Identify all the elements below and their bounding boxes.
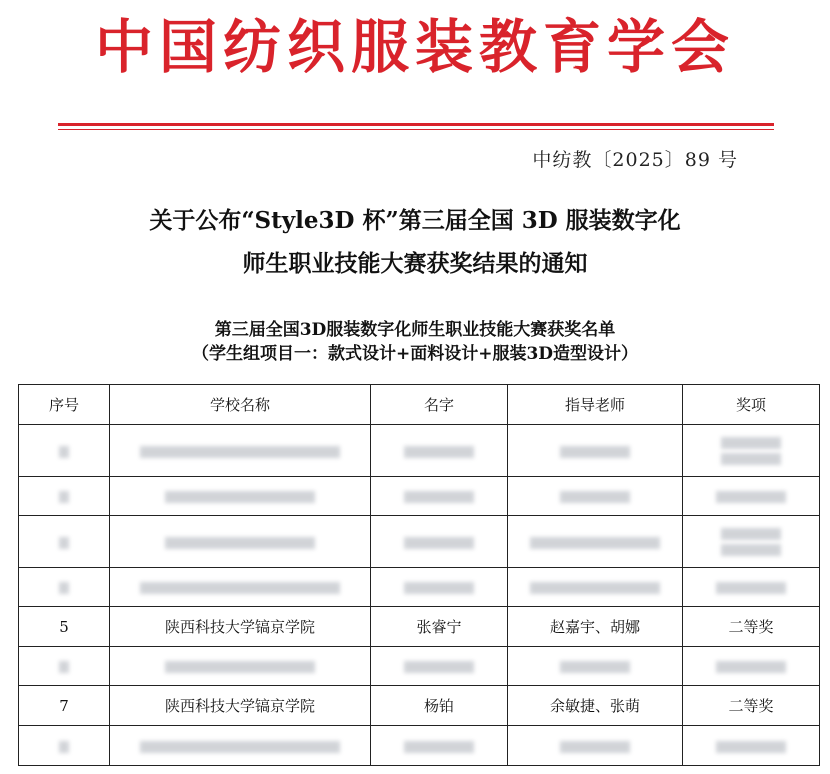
award-list-subtitle: （学生组项目一：款式设计+面料设计+服装3D造型设计） xyxy=(191,344,639,364)
redaction-blur xyxy=(140,446,340,458)
redaction-blur xyxy=(560,446,630,458)
redaction-blur xyxy=(530,582,660,594)
redaction-blur xyxy=(59,491,69,503)
cell-award: 二等奖 xyxy=(683,607,820,647)
column-header-award: 奖项 xyxy=(683,385,820,425)
notice-title-line2: 师生职业技能大赛获奖结果的通知 xyxy=(242,250,588,277)
redaction-blur xyxy=(560,661,630,673)
awards-table xyxy=(18,384,820,766)
redaction-blur xyxy=(404,741,474,753)
cell-school: 陕西科技大学镐京学院 xyxy=(110,607,371,647)
redaction-blur xyxy=(560,741,630,753)
organization-title: 中国纺织服装教育学会 xyxy=(94,13,735,81)
redaction-blur xyxy=(716,741,786,753)
cell-index: 5 xyxy=(19,607,110,647)
redaction-blur xyxy=(721,453,781,465)
notice-title-line1: 关于公布“Style3D 杯”第三届全国 3D 服装数字化 xyxy=(149,207,681,234)
redaction-blur xyxy=(716,582,786,594)
header-divider-thick xyxy=(58,123,774,126)
table-header-row xyxy=(19,385,820,425)
redaction-blur xyxy=(140,582,340,594)
redaction-blur xyxy=(721,528,781,540)
redaction-blur xyxy=(721,437,781,449)
redaction-blur xyxy=(716,491,786,503)
cell-name: 张睿宁 xyxy=(371,607,508,647)
column-header-advisor: 指导老师 xyxy=(508,385,683,425)
redaction-blur xyxy=(59,582,69,594)
table-row-redacted xyxy=(19,516,820,568)
redaction-blur xyxy=(165,537,315,549)
column-header-name: 名字 xyxy=(371,385,508,425)
redaction-blur xyxy=(59,741,69,753)
redaction-blur xyxy=(721,544,781,556)
column-header-school: 学校名称 xyxy=(110,385,371,425)
redaction-blur xyxy=(59,537,69,549)
redaction-blur xyxy=(530,537,660,549)
redaction-blur xyxy=(716,661,786,673)
table-row-redacted xyxy=(19,647,820,686)
redaction-blur xyxy=(404,582,474,594)
cell-advisor: 余敏捷、张萌 xyxy=(508,686,683,726)
redaction-blur xyxy=(560,491,630,503)
redaction-blur xyxy=(165,661,315,673)
document-number: 中纺教〔2025〕89 号 xyxy=(532,149,738,171)
column-header-index: 序号 xyxy=(19,385,110,425)
table-row-redacted xyxy=(19,568,820,607)
cell-school: 陕西科技大学镐京学院 xyxy=(110,686,371,726)
redaction-blur xyxy=(165,491,315,503)
redaction-blur xyxy=(59,446,69,458)
redaction-blur xyxy=(404,491,474,503)
table-row-redacted xyxy=(19,477,820,516)
table-row xyxy=(19,607,820,647)
redaction-blur xyxy=(59,661,69,673)
header-divider-thin xyxy=(58,129,774,130)
redaction-blur xyxy=(404,537,474,549)
redaction-blur xyxy=(404,446,474,458)
cell-award: 二等奖 xyxy=(683,686,820,726)
cell-name: 杨铂 xyxy=(371,686,508,726)
table-row xyxy=(19,686,820,726)
cell-index: 7 xyxy=(19,686,110,726)
cell-advisor: 赵嘉宇、胡娜 xyxy=(508,607,683,647)
table-row-redacted xyxy=(19,425,820,477)
table-row-redacted xyxy=(19,726,820,766)
award-list-title: 第三届全国3D服装数字化师生职业技能大赛获奖名单 xyxy=(214,320,616,340)
redaction-blur xyxy=(404,661,474,673)
redaction-blur xyxy=(140,741,340,753)
